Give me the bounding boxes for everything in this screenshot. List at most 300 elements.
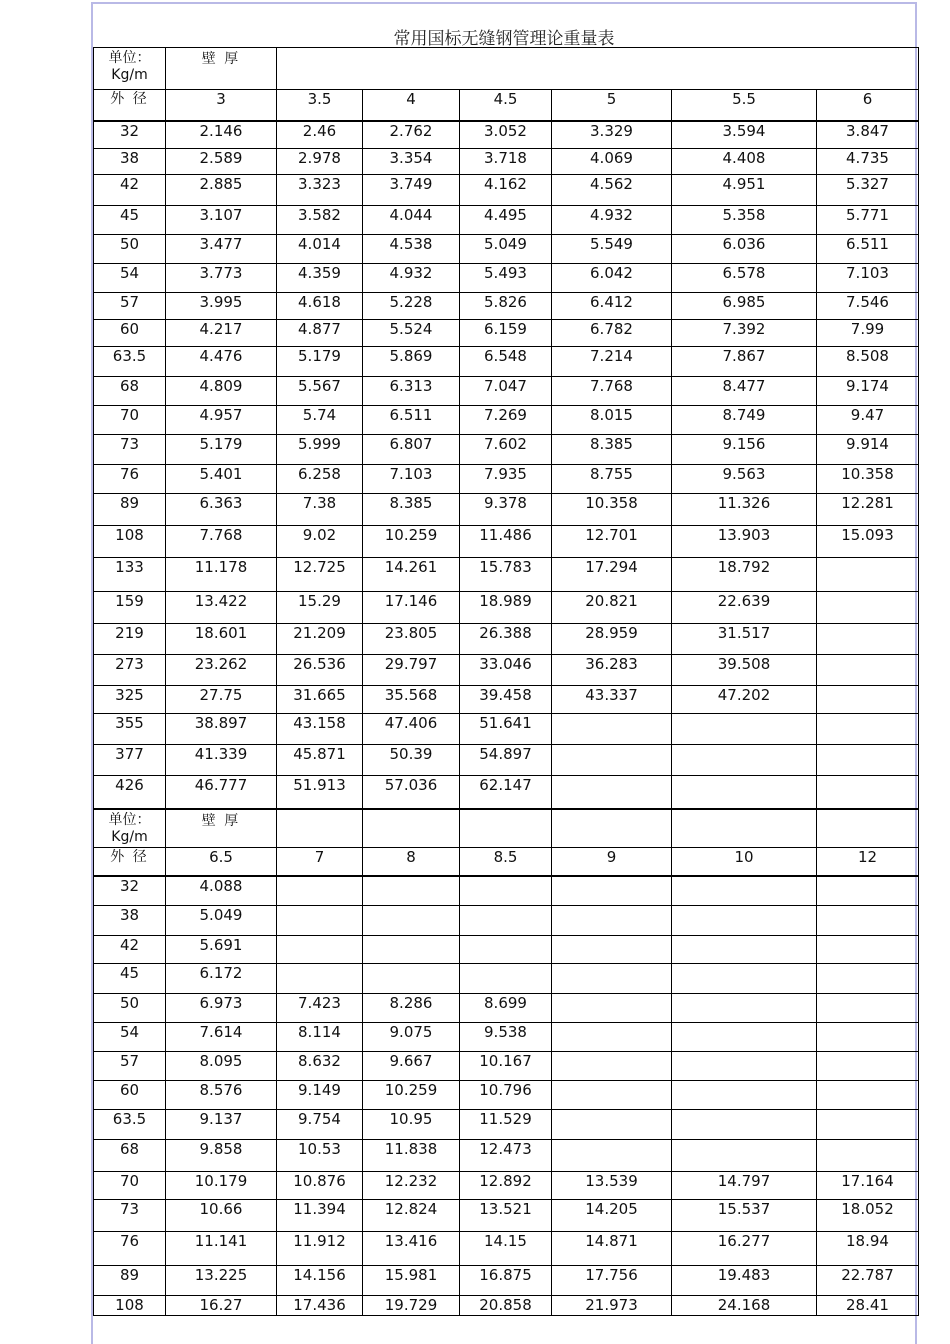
weight-cell: 5.999 <box>277 435 363 465</box>
table-row <box>94 876 919 906</box>
outer-diameter-cell: 89 <box>94 494 166 526</box>
weight-cell: 15.783 <box>460 558 552 592</box>
header-blank <box>277 810 363 848</box>
weight-cell: 6.973 <box>166 994 277 1023</box>
weight-cell <box>817 558 919 592</box>
table-row <box>94 964 919 994</box>
weight-cell: 13.225 <box>166 1266 277 1296</box>
weight-cell: 26.536 <box>277 655 363 686</box>
weight-cell: 6.258 <box>277 465 363 494</box>
weight-cell: 10.358 <box>817 465 919 494</box>
weight-cell: 7.546 <box>817 293 919 320</box>
weight-cell <box>817 876 919 906</box>
weight-cell <box>817 1023 919 1052</box>
weight-cell: 3.107 <box>166 206 277 235</box>
weight-cell: 47.406 <box>363 714 460 745</box>
weight-cell: 10.358 <box>552 494 672 526</box>
weight-cell <box>817 936 919 964</box>
header-blank <box>363 810 460 848</box>
outer-diameter-cell: 63.5 <box>94 1110 166 1140</box>
weight-cell <box>672 1023 817 1052</box>
outer-diameter-cell: 57 <box>94 1052 166 1081</box>
weight-cell: 12.725 <box>277 558 363 592</box>
weight-cell: 6.042 <box>552 264 672 293</box>
weight-cell: 12.892 <box>460 1172 552 1200</box>
weight-cell: 6.548 <box>460 347 552 377</box>
weight-cell: 15.537 <box>672 1200 817 1232</box>
weight-cell: 12.824 <box>363 1200 460 1232</box>
weight-cell: 8.286 <box>363 994 460 1023</box>
wall-thickness-header: 8 <box>363 848 460 876</box>
table-row <box>94 1140 919 1172</box>
weight-cell: 3.354 <box>363 149 460 175</box>
table-row <box>94 558 919 592</box>
weight-cell <box>552 1023 672 1052</box>
weight-cell <box>817 655 919 686</box>
header-blank <box>552 810 672 848</box>
table-row <box>94 1172 919 1200</box>
weight-cell: 11.394 <box>277 1200 363 1232</box>
weight-cell: 8.114 <box>277 1023 363 1052</box>
weight-cell: 27.75 <box>166 686 277 714</box>
weight-cell: 23.262 <box>166 655 277 686</box>
table-row <box>94 435 919 465</box>
weight-cell: 31.665 <box>277 686 363 714</box>
weight-cell: 13.521 <box>460 1200 552 1232</box>
weight-cell <box>552 1081 672 1110</box>
weight-cell: 4.932 <box>363 264 460 293</box>
weight-cell: 3.582 <box>277 206 363 235</box>
weight-cell: 41.339 <box>166 745 277 776</box>
weight-cell: 10.796 <box>460 1081 552 1110</box>
header-blank <box>672 810 817 848</box>
outer-diameter-cell: 355 <box>94 714 166 745</box>
weight-cell: 3.594 <box>672 121 817 149</box>
weight-cell: 6.172 <box>166 964 277 994</box>
outer-diameter-cell: 60 <box>94 320 166 347</box>
weight-cell <box>277 876 363 906</box>
weight-cell: 2.146 <box>166 121 277 149</box>
weight-cell <box>460 876 552 906</box>
weight-cell: 36.283 <box>552 655 672 686</box>
weight-cell: 15.093 <box>817 526 919 558</box>
outer-diameter-cell: 45 <box>94 206 166 235</box>
weight-cell: 11.326 <box>672 494 817 526</box>
outer-diameter-cell: 76 <box>94 1232 166 1266</box>
weight-cell: 18.792 <box>672 558 817 592</box>
weight-cell: 51.913 <box>277 776 363 809</box>
table-row <box>94 776 919 809</box>
table-row <box>94 264 919 293</box>
table-row <box>94 624 919 655</box>
weight-cell: 9.754 <box>277 1110 363 1140</box>
weight-cell: 6.412 <box>552 293 672 320</box>
weight-cell: 8.699 <box>460 994 552 1023</box>
table-row <box>94 406 919 435</box>
weight-cell <box>672 1081 817 1110</box>
header-row-walls <box>94 90 919 121</box>
weight-cell <box>817 964 919 994</box>
weight-cell <box>672 1052 817 1081</box>
weight-cell: 8.385 <box>363 494 460 526</box>
table-row <box>94 1200 919 1232</box>
weight-cell: 17.164 <box>817 1172 919 1200</box>
weight-cell: 45.871 <box>277 745 363 776</box>
outer-diameter-cell: 68 <box>94 377 166 406</box>
weight-cell <box>363 936 460 964</box>
weight-cell <box>817 994 919 1023</box>
weight-cell: 8.385 <box>552 435 672 465</box>
weight-cell: 8.755 <box>552 465 672 494</box>
weight-cell: 62.147 <box>460 776 552 809</box>
wall-thickness-header: 8.5 <box>460 848 552 876</box>
weight-cell <box>817 1081 919 1110</box>
weight-cell <box>817 714 919 745</box>
weight-cell: 18.052 <box>817 1200 919 1232</box>
weight-cell: 18.989 <box>460 592 552 624</box>
wall-thickness-header: 3.5 <box>277 90 363 121</box>
outer-diameter-cell: 45 <box>94 964 166 994</box>
weight-cell: 7.935 <box>460 465 552 494</box>
wall-thickness-header: 4 <box>363 90 460 121</box>
outer-diameter-cell: 325 <box>94 686 166 714</box>
weight-cell: 14.797 <box>672 1172 817 1200</box>
weight-cell: 46.777 <box>166 776 277 809</box>
weight-cell: 54.897 <box>460 745 552 776</box>
weight-cell: 2.762 <box>363 121 460 149</box>
outer-diameter-cell: 50 <box>94 994 166 1023</box>
weight-cell: 5.179 <box>166 435 277 465</box>
weight-cell: 4.735 <box>817 149 919 175</box>
weight-cell: 18.94 <box>817 1232 919 1266</box>
weight-cell <box>552 1140 672 1172</box>
weight-cell: 23.805 <box>363 624 460 655</box>
weight-cell <box>672 1110 817 1140</box>
wall-thickness-header: 10 <box>672 848 817 876</box>
weight-cell: 16.277 <box>672 1232 817 1266</box>
table-row <box>94 1081 919 1110</box>
weight-cell: 7.99 <box>817 320 919 347</box>
table-row <box>94 293 919 320</box>
table-row <box>94 235 919 264</box>
weight-cell: 11.529 <box>460 1110 552 1140</box>
weight-cell: 6.036 <box>672 235 817 264</box>
weight-cell: 11.141 <box>166 1232 277 1266</box>
outer-diameter-cell: 50 <box>94 235 166 264</box>
weight-cell: 5.358 <box>672 206 817 235</box>
wall-thickness-header: 9 <box>552 848 672 876</box>
weight-cell: 57.036 <box>363 776 460 809</box>
weight-cell: 6.511 <box>817 235 919 264</box>
weight-cell: 3.847 <box>817 121 919 149</box>
weight-cell: 5.179 <box>277 347 363 377</box>
weight-cell: 7.047 <box>460 377 552 406</box>
weight-cell: 4.951 <box>672 175 817 206</box>
header-blank <box>277 48 919 90</box>
weight-cell: 17.436 <box>277 1296 363 1316</box>
weight-cell: 50.39 <box>363 745 460 776</box>
weight-cell: 7.768 <box>166 526 277 558</box>
outer-diameter-cell: 89 <box>94 1266 166 1296</box>
weight-cell <box>817 776 919 809</box>
wall-thickness-header: 4.5 <box>460 90 552 121</box>
weight-cell: 13.422 <box>166 592 277 624</box>
table-row <box>94 121 919 149</box>
outer-diameter-cell: 32 <box>94 876 166 906</box>
weight-cell <box>672 876 817 906</box>
weight-cell: 9.47 <box>817 406 919 435</box>
weight-cell: 9.378 <box>460 494 552 526</box>
weight-cell: 5.691 <box>166 936 277 964</box>
table-row <box>94 377 919 406</box>
weight-cell: 31.517 <box>672 624 817 655</box>
weight-cell <box>817 1052 919 1081</box>
weight-cell <box>672 994 817 1023</box>
weight-cell: 7.103 <box>817 264 919 293</box>
weight-cell: 8.576 <box>166 1081 277 1110</box>
weight-cell: 6.807 <box>363 435 460 465</box>
weight-cell: 21.973 <box>552 1296 672 1316</box>
outer-diameter-label: 外 径 <box>94 848 166 876</box>
outer-diameter-cell: 54 <box>94 264 166 293</box>
outer-diameter-cell: 38 <box>94 149 166 175</box>
weight-cell <box>552 745 672 776</box>
table-row <box>94 1110 919 1140</box>
weight-cell: 8.508 <box>817 347 919 377</box>
table-row <box>94 655 919 686</box>
table-row <box>94 1296 919 1316</box>
weight-cell: 8.477 <box>672 377 817 406</box>
outer-diameter-cell: 108 <box>94 526 166 558</box>
weight-cell: 15.981 <box>363 1266 460 1296</box>
weight-cell <box>817 906 919 936</box>
weight-cell: 13.903 <box>672 526 817 558</box>
weight-cell: 5.74 <box>277 406 363 435</box>
weight-cell <box>672 714 817 745</box>
weight-cell: 17.146 <box>363 592 460 624</box>
weight-cell: 5.493 <box>460 264 552 293</box>
weight-cell: 28.959 <box>552 624 672 655</box>
weight-cell <box>363 964 460 994</box>
weight-cell: 4.957 <box>166 406 277 435</box>
outer-diameter-cell: 63.5 <box>94 347 166 377</box>
weight-cell: 9.02 <box>277 526 363 558</box>
weight-cell: 14.205 <box>552 1200 672 1232</box>
weight-cell: 9.667 <box>363 1052 460 1081</box>
weight-cell: 28.41 <box>817 1296 919 1316</box>
weight-cell: 5.049 <box>460 235 552 264</box>
weight-cell: 7.614 <box>166 1023 277 1052</box>
weight-cell: 20.858 <box>460 1296 552 1316</box>
outer-diameter-cell: 70 <box>94 1172 166 1200</box>
wall-thickness-header: 5 <box>552 90 672 121</box>
weight-cell <box>672 964 817 994</box>
weight-cell: 4.408 <box>672 149 817 175</box>
header-row-unit <box>94 810 919 848</box>
weight-cell: 4.538 <box>363 235 460 264</box>
weight-cell: 7.103 <box>363 465 460 494</box>
weight-cell: 10.179 <box>166 1172 277 1200</box>
table-row <box>94 1052 919 1081</box>
weight-cell: 3.718 <box>460 149 552 175</box>
weight-cell <box>817 1110 919 1140</box>
weight-table-section-2 <box>93 809 919 1316</box>
table-row <box>94 1266 919 1296</box>
weight-cell: 4.217 <box>166 320 277 347</box>
wall-thickness-header: 6 <box>817 90 919 121</box>
outer-diameter-cell: 57 <box>94 293 166 320</box>
weight-cell: 4.495 <box>460 206 552 235</box>
weight-cell: 5.049 <box>166 906 277 936</box>
weight-cell: 4.088 <box>166 876 277 906</box>
table-row <box>94 686 919 714</box>
weight-cell: 4.932 <box>552 206 672 235</box>
weight-cell: 17.756 <box>552 1266 672 1296</box>
weight-cell <box>460 936 552 964</box>
weight-cell: 7.269 <box>460 406 552 435</box>
table-row <box>94 592 919 624</box>
weight-cell: 4.162 <box>460 175 552 206</box>
weight-cell: 20.821 <box>552 592 672 624</box>
outer-diameter-cell: 377 <box>94 745 166 776</box>
weight-cell: 5.567 <box>277 377 363 406</box>
weight-cell: 24.168 <box>672 1296 817 1316</box>
weight-cell: 18.601 <box>166 624 277 655</box>
weight-cell <box>460 964 552 994</box>
weight-cell: 17.294 <box>552 558 672 592</box>
weight-cell <box>552 936 672 964</box>
table-row <box>94 994 919 1023</box>
weight-cell: 8.632 <box>277 1052 363 1081</box>
weight-cell <box>460 906 552 936</box>
weight-cell: 4.014 <box>277 235 363 264</box>
wall-thickness-label: 壁 厚 <box>166 48 277 90</box>
weight-cell: 11.912 <box>277 1232 363 1266</box>
weight-cell: 9.137 <box>166 1110 277 1140</box>
weight-cell: 5.771 <box>817 206 919 235</box>
wall-thickness-header: 7 <box>277 848 363 876</box>
weight-cell: 3.329 <box>552 121 672 149</box>
outer-diameter-cell: 38 <box>94 906 166 936</box>
weight-cell: 12.701 <box>552 526 672 558</box>
weight-cell: 4.618 <box>277 293 363 320</box>
table-row <box>94 320 919 347</box>
outer-diameter-cell: 42 <box>94 175 166 206</box>
outer-diameter-cell: 42 <box>94 936 166 964</box>
weight-cell: 6.578 <box>672 264 817 293</box>
weight-cell: 10.53 <box>277 1140 363 1172</box>
table-row <box>94 1232 919 1266</box>
weight-cell: 9.914 <box>817 435 919 465</box>
outer-diameter-cell: 73 <box>94 435 166 465</box>
weight-cell: 5.524 <box>363 320 460 347</box>
weight-cell: 4.069 <box>552 149 672 175</box>
weight-cell: 12.473 <box>460 1140 552 1172</box>
weight-cell <box>277 964 363 994</box>
weight-cell: 5.327 <box>817 175 919 206</box>
table-row <box>94 936 919 964</box>
weight-cell: 7.867 <box>672 347 817 377</box>
unit-label: 单位： Kg/m <box>94 810 166 848</box>
outer-diameter-cell: 54 <box>94 1023 166 1052</box>
weight-cell: 51.641 <box>460 714 552 745</box>
weight-cell: 4.359 <box>277 264 363 293</box>
weight-cell <box>552 876 672 906</box>
weight-cell <box>672 776 817 809</box>
weight-cell: 21.209 <box>277 624 363 655</box>
weight-cell: 38.897 <box>166 714 277 745</box>
weight-cell: 10.259 <box>363 526 460 558</box>
weight-cell: 7.214 <box>552 347 672 377</box>
wall-thickness-header: 5.5 <box>672 90 817 121</box>
weight-cell <box>552 776 672 809</box>
weight-cell: 3.323 <box>277 175 363 206</box>
weight-cell: 11.178 <box>166 558 277 592</box>
weight-cell: 14.871 <box>552 1232 672 1266</box>
outer-diameter-cell: 426 <box>94 776 166 809</box>
weight-cell: 7.602 <box>460 435 552 465</box>
weight-cell: 16.875 <box>460 1266 552 1296</box>
weight-cell: 2.978 <box>277 149 363 175</box>
table-row <box>94 714 919 745</box>
weight-cell: 13.539 <box>552 1172 672 1200</box>
weight-cell <box>672 1140 817 1172</box>
weight-cell: 3.749 <box>363 175 460 206</box>
weight-cell: 47.202 <box>672 686 817 714</box>
weight-cell: 4.877 <box>277 320 363 347</box>
weight-cell: 22.639 <box>672 592 817 624</box>
weight-cell: 5.228 <box>363 293 460 320</box>
wall-thickness-header: 12 <box>817 848 919 876</box>
weight-cell: 7.392 <box>672 320 817 347</box>
table-row <box>94 206 919 235</box>
weight-cell: 14.156 <box>277 1266 363 1296</box>
outer-diameter-cell: 73 <box>94 1200 166 1232</box>
weight-cell <box>552 906 672 936</box>
weight-cell: 7.768 <box>552 377 672 406</box>
weight-cell: 5.549 <box>552 235 672 264</box>
weight-cell: 8.095 <box>166 1052 277 1081</box>
header-blank <box>460 810 552 848</box>
weight-cell: 2.46 <box>277 121 363 149</box>
weight-cell: 43.158 <box>277 714 363 745</box>
weight-cell: 8.749 <box>672 406 817 435</box>
weight-cell: 3.477 <box>166 235 277 264</box>
weight-cell: 33.046 <box>460 655 552 686</box>
weight-cell: 19.729 <box>363 1296 460 1316</box>
outer-diameter-label: 外 径 <box>94 90 166 121</box>
header-blank <box>817 810 919 848</box>
weight-cell: 14.261 <box>363 558 460 592</box>
weight-cell: 12.232 <box>363 1172 460 1200</box>
weight-cell: 6.782 <box>552 320 672 347</box>
weight-cell: 2.885 <box>166 175 277 206</box>
weight-cell: 9.174 <box>817 377 919 406</box>
weight-cell <box>552 1052 672 1081</box>
weight-cell <box>552 714 672 745</box>
outer-diameter-cell: 219 <box>94 624 166 655</box>
weight-cell: 11.486 <box>460 526 552 558</box>
weight-cell: 10.259 <box>363 1081 460 1110</box>
weight-cell <box>672 745 817 776</box>
weight-cell <box>817 686 919 714</box>
outer-diameter-cell: 108 <box>94 1296 166 1316</box>
weight-cell: 6.363 <box>166 494 277 526</box>
weight-cell <box>817 624 919 655</box>
outer-diameter-cell: 273 <box>94 655 166 686</box>
weight-cell: 4.044 <box>363 206 460 235</box>
weight-cell: 4.809 <box>166 377 277 406</box>
